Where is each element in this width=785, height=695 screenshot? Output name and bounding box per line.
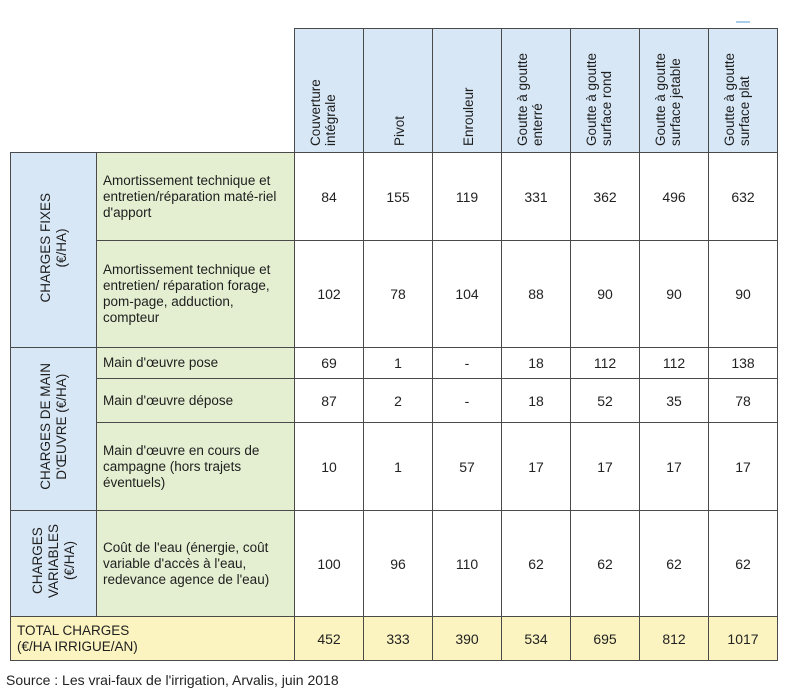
table-row (11, 348, 778, 379)
total-cell: 1017 (709, 617, 778, 661)
table-row (11, 423, 778, 511)
table-cell: 62 (709, 511, 778, 617)
table-cell: 10 (295, 423, 364, 511)
group-charges-variables: CHARGES VARIABLES (€/HA) (11, 511, 97, 617)
col-header-pivot: Pivot (364, 29, 433, 153)
table-row (11, 511, 778, 617)
table-row (11, 241, 778, 348)
table-cell: 78 (364, 241, 433, 348)
row-label: Amortissement technique et entretien/réparation maté-riel d'apport (97, 153, 295, 241)
table-cell: 78 (709, 379, 778, 423)
total-row (11, 617, 778, 661)
table-cell: 57 (433, 423, 502, 511)
table-cell: 18 (502, 348, 571, 379)
table-row (11, 153, 778, 241)
table-cell: 17 (502, 423, 571, 511)
row-label: Main d'œuvre pose (97, 348, 295, 379)
table-cell: 69 (295, 348, 364, 379)
table-cell: 62 (502, 511, 571, 617)
table-cell: 96 (364, 511, 433, 617)
table-row (11, 379, 778, 423)
col-header-gag-jetable: Goutte à goutte surface jetable (640, 29, 709, 153)
total-cell: 812 (640, 617, 709, 661)
table-cell: 1 (364, 423, 433, 511)
col-header-gag-enterre: Goutte à goutte enterré (502, 29, 571, 153)
header-row (11, 29, 778, 153)
total-cell: 333 (364, 617, 433, 661)
group-charges-main-oeuvre: CHARGES DE MAIN D'ŒUVRE (€/HA) (11, 348, 97, 511)
table-cell: 104 (433, 241, 502, 348)
table-cell: 18 (502, 379, 571, 423)
col-header-gag-rond: Goutte à goutte surface rond (571, 29, 640, 153)
table-cell: 331 (502, 153, 571, 241)
table-cell: 17 (709, 423, 778, 511)
row-label: Amortissement technique et entretien/ réparation forage, pom-page, adduction, compteur (97, 241, 295, 348)
table-cell: 17 (571, 423, 640, 511)
table-cell: 2 (364, 379, 433, 423)
table-cell: 362 (571, 153, 640, 241)
table-cell: - (433, 348, 502, 379)
irrigation-costs-table (10, 28, 778, 661)
table-cell: 35 (640, 379, 709, 423)
table-cell: 88 (502, 241, 571, 348)
row-label: Main d'œuvre dépose (97, 379, 295, 423)
row-label: Main d'œuvre en cours de campagne (hors trajets éventuels) (97, 423, 295, 511)
table-cell: 90 (571, 241, 640, 348)
table-cell: 90 (640, 241, 709, 348)
table-cell: 87 (295, 379, 364, 423)
table-cell: 112 (571, 348, 640, 379)
col-header-couverture: Couverture intégrale (295, 29, 364, 153)
total-cell: 390 (433, 617, 502, 661)
source-caption: Source : Les vrai-faux de l'irrigation, Arvalis, juin 2018 (6, 672, 339, 688)
total-cell: 452 (295, 617, 364, 661)
table-cell: 90 (709, 241, 778, 348)
table-cell: 119 (433, 153, 502, 241)
table-cell: 155 (364, 153, 433, 241)
group-charges-fixes: CHARGES FIXES (€/HA) (11, 153, 97, 348)
table-cell: 112 (640, 348, 709, 379)
table-cell: 110 (433, 511, 502, 617)
table-cell: 84 (295, 153, 364, 241)
table-cell: 102 (295, 241, 364, 348)
table-cell: 1 (364, 348, 433, 379)
table-cell: 62 (571, 511, 640, 617)
table-cell: 496 (640, 153, 709, 241)
col-header-gag-plat: Goutte à goutte surface plat (709, 29, 778, 153)
col-header-enrouleur: Enrouleur (433, 29, 502, 153)
total-cell: 534 (502, 617, 571, 661)
total-label: TOTAL CHARGES (€/HA IRRIGUE/AN) (11, 617, 295, 661)
table-cell: 62 (640, 511, 709, 617)
row-label: Coût de l'eau (énergie, coût variable d'accès à l'eau, redevance agence de l'eau) (97, 511, 295, 617)
table-cell: 100 (295, 511, 364, 617)
total-cell: 695 (571, 617, 640, 661)
table-cell: 138 (709, 348, 778, 379)
corner-decoration (736, 21, 750, 23)
header-blank (11, 29, 295, 153)
table-cell: - (433, 379, 502, 423)
table-cell: 632 (709, 153, 778, 241)
table-cell: 52 (571, 379, 640, 423)
table-cell: 17 (640, 423, 709, 511)
